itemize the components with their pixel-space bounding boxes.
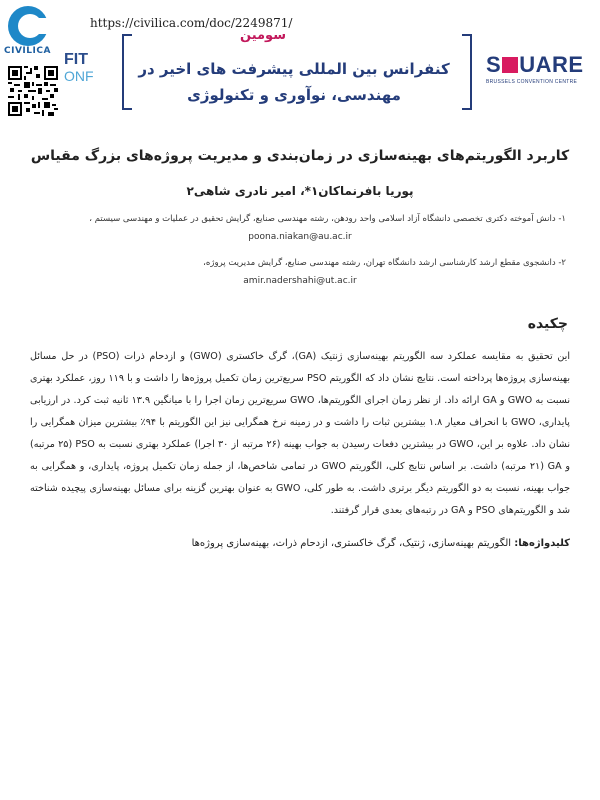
conference-banner <box>122 24 472 106</box>
affiliation-2: ۲- دانشجوی مقطع ارشد کارشناسی ارشد دانشگاه تهران، رشته مهندسی صنایع، گرایش مدیریت پروژه، <box>203 258 566 268</box>
conference-ordinal: سومین <box>240 28 286 43</box>
fit-logo-line2: ONF <box>64 68 94 84</box>
keywords-line <box>30 536 570 552</box>
civilica-logo-text: CIVILICA <box>4 46 51 56</box>
paper-title: کاربرد الگوریتم‌های بهینه‌سازی در زمان‌بندی و مدیریت پروژه‌های بزرگ مقیاس <box>30 148 570 164</box>
square-logo-subtitle: BRUSSELS CONVENTION CENTRE <box>486 79 578 85</box>
fit-logo-line1: FIT <box>64 51 88 68</box>
affiliation-1: ۱- دانش آموخته دکتری تخصصی دانشگاه آزاد اسلامی واحد رودهن، رشته مهندسی صنایع، گرایش تحقیق در عملیات و مهندسی سیستم ، <box>89 214 566 224</box>
keywords-label: کلیدواژه‌ها: <box>514 538 570 549</box>
author-email-1[interactable]: poona.niakan@au.ac.ir <box>248 232 352 242</box>
keywords-text: الگوریتم بهینه‌سازی، ژنتیک، گرگ خاکستری، ازدحام ذرات، بهینه‌سازی پروژه‌ها <box>191 538 512 549</box>
document-url[interactable]: https://civilica.com/doc/2249871/ <box>90 16 293 30</box>
author-email-2[interactable]: amir.nadershahi@ut.ac.ir <box>243 276 357 286</box>
civilica-logo[interactable] <box>4 4 60 60</box>
fit-conference-logo <box>64 52 94 84</box>
paper-content <box>30 148 570 552</box>
abstract-heading: چکیده <box>527 316 568 332</box>
square-logo-word: S UARE <box>486 52 584 77</box>
paper-authors: پوریا بافرنماکان۱*، امیر نادری شاهی۲ <box>186 184 414 198</box>
conference-title-line2: مهندسی، نوآوری و تکنولوژی <box>187 86 401 104</box>
bracket-right <box>462 34 472 110</box>
abstract-body: این تحقیق به مقایسه عملکرد سه الگوریتم بهینه‌سازی ژنتیک (GA)، گرگ خاکستری (GWO) و ازدحام ذرات (PSO) در حل مسائل بهینه‌سازی پروژه‌ها پرداخته است. نتایج نشان داد که الگوریتم PSO سریع‌ترین زمان تکمیل پروژه‌ها را داشت و با ۱۱۹ روز، عملکرد بهتری نسبت به GWO و GA ارائه داد. از نظر زمان اجرای الگوریتم‌ها، GWO سریع‌ترین زمان اجرا را با میانگین ۱۳.۹ ثانیه ثبت کرد. در ارزیابی پایداری، GWO با انحراف معیار ۱.۸ بیشترین ثبات را داشت و در زمینه نرخ همگرایی نیز این الگوریتم با ۹۴٪ بیشترین میزان همگرایی را نشان داد. علاوه بر این، GWO در بیشترین دفعات رسیدن به جواب بهینه (۲۶ مرتبه از ۳۰ اجرا) عملکرد بهتری نسبت به PSO (۲۵ مرتبه) و GA (۲۱ مرتبه) داشت. بر اساس نتایج کلی، الگوریتم GWO در تمامی شاخص‌ها، از جمله زمان تکمیل پروژه، پایداری، و همگرایی به جواب بهینه، نسبت به دو الگوریتم دیگر برتری داشت. به طور کلی، GWO به عنوان بهترین گزینه برای مسائل بهینه‌سازی پیچیده شناخته شد و الگوریتم‌های PSO و GA در رتبه‌های بعدی قرار گرفتند. <box>30 351 571 516</box>
qr-code-icon <box>8 66 58 116</box>
square-logo <box>486 52 586 85</box>
conference-title-line1: کنفرانس بین المللی پیشرفت های اخیر در <box>138 60 450 78</box>
bracket-left <box>122 34 132 110</box>
square-mark-icon <box>502 57 518 73</box>
